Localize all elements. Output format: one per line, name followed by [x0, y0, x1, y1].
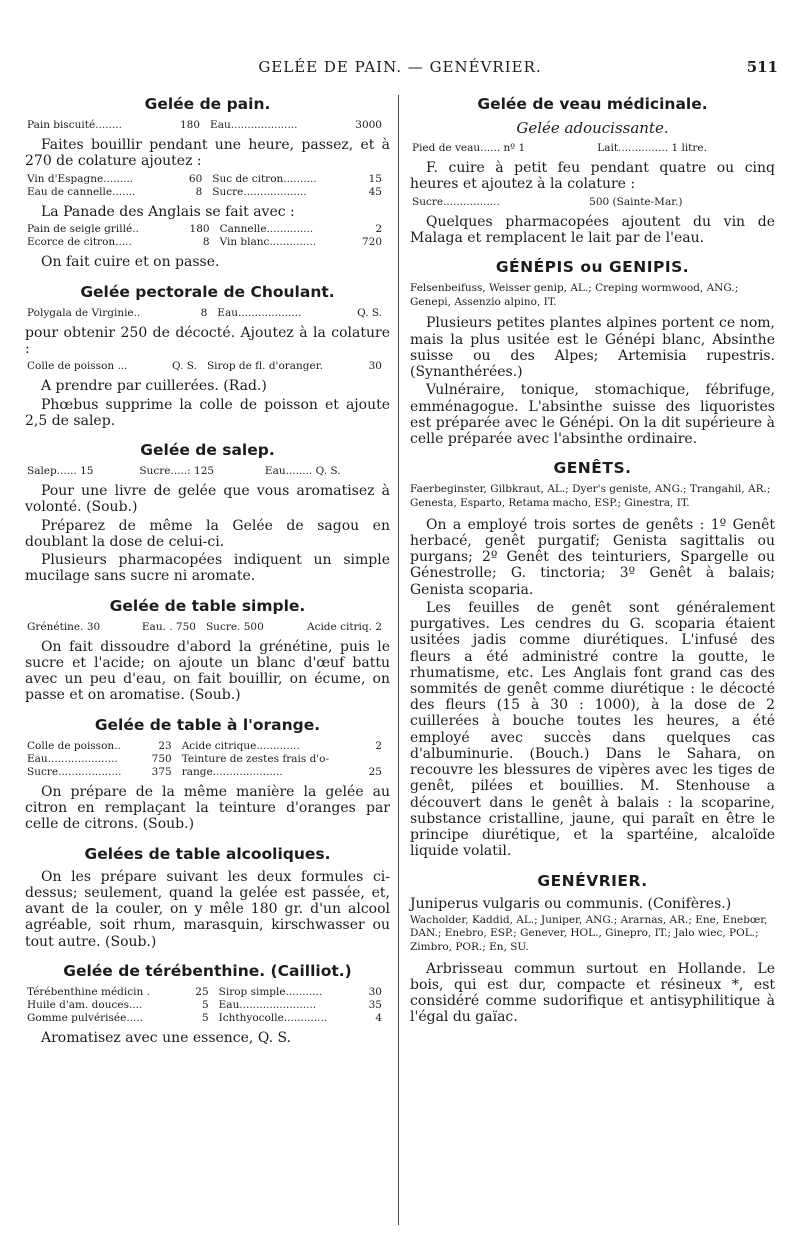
formula-ingredient: Sucre. 500 — [205, 620, 264, 633]
formula-table — [25, 223, 390, 249]
section-genevrier — [410, 872, 775, 1026]
formula-ingredient: Eau....................... — [218, 998, 317, 1011]
synonyms: Felsenbeifuss, Weisser genip, AL.; Creping wormwood, ANG.; Genepi, Assenzio alpino, IT. — [410, 282, 739, 308]
section-gelee-de-salep — [25, 441, 390, 585]
formula-ingredient: Pain biscuité........ — [27, 119, 122, 131]
section-title: Gelée de térébenthine. (Cailliot.) — [63, 961, 352, 980]
formula-row — [410, 196, 775, 209]
left-column — [25, 95, 390, 1058]
formula-table — [410, 142, 775, 155]
formula-row — [25, 223, 390, 236]
paragraph: Vulnéraire, tonique, stomachique, fébrifuge, emménagogue. L'absinthe suisse des liquoristes est préparée avec le Génépi. On la dit supérieure à celle préparée avec l'absinthe ordinaire. — [410, 382, 775, 448]
running-title: GELÉE DE PAIN. — GENÉVRIER. — [258, 58, 542, 76]
formula-ingredient: Eau.................... — [210, 119, 298, 131]
formula-ingredient: 500 (Sainte-Mar.) — [589, 195, 683, 208]
formula-row — [25, 360, 390, 373]
formula-quantity — [362, 753, 390, 766]
formula-quantity: Q. S. — [357, 306, 382, 319]
paragraph: Préparez de même la Gelée de sagou en doublant la dose de celui-ci. — [25, 517, 390, 550]
formula-quantity: 25 — [368, 765, 382, 778]
section-gelee-de-terebenthine — [25, 962, 390, 1047]
formula-table — [25, 465, 390, 478]
formula-row — [410, 142, 775, 155]
formula-quantity: 30 — [368, 985, 382, 998]
formula-quantity: Acide citriq. 2 — [306, 620, 382, 633]
formula-ingredient: Pied de veau...... nº 1 — [412, 142, 526, 154]
paragraph: On fait dissoudre d'abord la grénétine, puis le sucre et l'acide; on ajoute un blanc d'œuf battu avec un peu d'eau, on fait bouillir, on écume, on passe et on aromatise. (Soub.) — [25, 638, 390, 704]
formula-quantity: 2 — [375, 739, 382, 752]
paragraph: Juniperus vulgaris ou communis. (Conifères.) — [410, 895, 732, 912]
formula-quantity: 23 — [158, 739, 172, 752]
formula-ingredient: Cannelle.............. — [219, 223, 314, 236]
section-subtitle: Gelée adoucissante. — [516, 119, 669, 137]
formula-ingredient: Ichthyocolle............. — [218, 1012, 328, 1025]
formula-ingredient: Sucre................. — [412, 195, 500, 208]
paragraph: pour obtenir 250 de décocté. Ajoutez à la colature : — [25, 324, 390, 357]
paragraph: Quelques pharmacopées ajoutent du vin de Malaga et remplacent le lait par de l'eau. — [410, 213, 775, 246]
section-genepis — [410, 258, 775, 447]
formula-ingredient: Sirop de fl. d'oranger. — [206, 360, 323, 373]
formula-ingredient: Huile d'am. douces.... — [27, 998, 143, 1011]
running-header — [0, 58, 800, 82]
formula-ingredient: Eau de cannelle....... — [27, 185, 136, 198]
paragraph: Aromatisez avec une essence, Q. S. — [41, 1030, 292, 1047]
formula-ingredient: Gomme pulvérisée..... — [27, 1012, 144, 1025]
formula-quantity: 45 — [368, 185, 382, 198]
formula-quantity: 2 — [375, 223, 382, 236]
synonyms: Faerbeginster, Gilbkraut, AL.; Dyer's geniste, ANG.; Trangahil, AR.; Genesta, Esparto, Retama macho, ESP.; Ginestra, IT. — [410, 483, 771, 509]
formula-quantity: 25 — [195, 985, 209, 998]
right-column — [410, 95, 775, 1038]
formula-table — [25, 621, 390, 634]
paragraph: On a employé trois sortes de genêts : 1º Genêt herbacé, genêt purgatif; Genista sagittalis ou purgans; 2º Genêt des teinturiers, Spargelle ou Génestrolle; G. tinctoria; 3º Genêt à balais; Genista scoparia. — [410, 516, 775, 598]
formula-ingredient: Eau........ Q. S. — [264, 464, 341, 477]
formula-quantity: 4 — [375, 1012, 382, 1025]
section-title: Gelées de table alcooliques. — [84, 844, 331, 863]
section-title: Gelée de pain. — [144, 95, 271, 113]
paragraph: F. cuire à petit feu pendant quatre ou cinq heures et ajoutez à la colature : — [410, 160, 775, 193]
formula-ingredient: Grénétine. 30 — [27, 620, 101, 633]
formula-row — [25, 740, 390, 753]
formula-ingredient: Térébenthine médicin . — [27, 985, 150, 998]
formula-ingredient: Pain de seigle grillé.. — [27, 223, 139, 236]
section-title: GÉNÉPIS ou GENIPIS. — [495, 258, 690, 277]
formula-ingredient: Polygala de Virginie.. — [27, 306, 141, 319]
formula-quantity: 15 — [368, 172, 382, 185]
formula-row — [25, 766, 390, 779]
formula-row — [25, 986, 390, 999]
formula-table — [410, 196, 775, 209]
formula-quantity: 8 — [195, 185, 203, 198]
formula-table — [25, 173, 390, 199]
formula-quantity: 180 — [189, 223, 210, 236]
formula-quantity: Eau. . 750 — [141, 620, 196, 633]
formula-quantity: 5 — [201, 1012, 209, 1025]
formula-row — [25, 186, 390, 199]
paragraph: La Panade des Anglais se fait avec : — [41, 203, 295, 220]
paragraph: On les prépare suivant les deux formules ci-dessus; seulement, quand la gelée est passée, et, avant de la couler, on y mêle 180 gr. d'un alcool agréable, soit rhum, marasquin, kirschwasser ou tout autre. (Soub.) — [25, 868, 390, 950]
formula-row — [25, 1012, 390, 1025]
paragraph: Pour une livre de gelée que vous aromatisez à volonté. (Soub.) — [25, 483, 390, 516]
section-title: Gelée pectorale de Choulant. — [80, 282, 335, 301]
formula-ingredient: Teinture de zestes frais d'o- — [181, 752, 330, 765]
formula-quantity: 180 — [180, 119, 201, 131]
paragraph: A prendre par cuillerées. (Rad.) — [41, 378, 267, 395]
column-divider — [398, 95, 399, 1225]
formula-table — [25, 119, 390, 132]
formula-quantity: Q. S. — [172, 360, 197, 373]
section-gelee-de-veau — [410, 95, 775, 246]
formula-ingredient: Colle de poisson.. — [27, 739, 121, 752]
section-gelee-de-pain — [25, 95, 390, 271]
page-number: 511 — [746, 58, 778, 76]
formula-quantity: 30 — [368, 360, 382, 373]
section-title: Gelée de table simple. — [109, 596, 306, 615]
section-gelee-de-table-simple — [25, 597, 390, 704]
formula-quantity: 8 — [200, 306, 208, 319]
section-title: Gelée de table à l'orange. — [94, 715, 321, 734]
formula-ingredient: Lait............... 1 litre. — [597, 142, 707, 154]
paragraph: On prépare de la même manière la gelée au citron en remplaçant la teinture d'oranges par celle de citrons. (Soub.) — [25, 783, 390, 833]
section-title: Gelée de veau médicinale. — [477, 95, 708, 113]
formula-ingredient: Sucre................... — [27, 765, 122, 778]
formula-ingredient: Colle de poisson ... — [27, 360, 128, 373]
formula-ingredient: range..................... — [181, 765, 283, 778]
formula-ingredient: Sucre.....: 125 — [139, 464, 215, 477]
formula-table — [25, 740, 390, 779]
paragraph: On fait cuire et on passe. — [41, 254, 220, 271]
formula-quantity: 35 — [368, 998, 382, 1011]
formula-ingredient: Sirop simple........... — [218, 985, 323, 998]
synonyms: Wacholder, Kaddid, AL.; Juniper, ANG.; Ararnas, AR.; Ene, Enebœr, DAN.; Enebro, ESP.; Genever, HOL., Ginepro, IT.; Jalo wiec, POL.; Zimbro, POR.; En, SU. — [410, 913, 768, 954]
formula-quantity: 750 — [151, 752, 172, 765]
formula-quantity: 3000 — [355, 119, 382, 131]
formula-ingredient: Salep...... 15 — [27, 464, 94, 477]
paragraph: Plusieurs petites plantes alpines portent ce nom, mais la plus usitée est le Génépi blanc, Absinthe suisse ou des Alpes; Artemisia rupestris. (Synanthérées.) — [410, 315, 775, 381]
section-title: GENÊTS. — [553, 459, 632, 478]
formula-quantity: 8 — [202, 236, 210, 249]
formula-row — [25, 621, 390, 634]
section-gelee-pectorale — [25, 283, 390, 429]
paragraph: Phœbus supprime la colle de poisson et ajoute 2,5 de salep. — [25, 396, 390, 429]
formula-ingredient: Suc de citron.......... — [212, 172, 317, 185]
formula-row — [25, 753, 390, 766]
paragraph: Faites bouillir pendant une heure, passez, et à 270 de colature ajoutez : — [25, 137, 390, 170]
section-genets — [410, 459, 775, 859]
formula-quantity: 60 — [188, 172, 203, 185]
section-gelee-a-l-orange — [25, 716, 390, 833]
formula-row — [25, 307, 390, 320]
formula-ingredient: Eau..................... — [27, 752, 118, 765]
formula-quantity: 720 — [361, 236, 382, 249]
paragraph: Arbrisseau commun surtout en Hollande. Le bois, qui est dur, compacte et résineux *, est considéré comme sudorifique et antisyphilitique à l'égal du gaïac. — [410, 960, 775, 1026]
formula-quantity: 5 — [201, 998, 209, 1011]
formula-table — [25, 307, 390, 320]
formula-row — [25, 119, 390, 132]
formula-row — [25, 236, 390, 249]
section-title: GENÉVRIER. — [537, 871, 648, 890]
formula-ingredient: Ecorce de citron..... — [27, 236, 132, 249]
formula-quantity: 375 — [151, 765, 172, 778]
section-gelees-alcooliques — [25, 845, 390, 950]
formula-ingredient: Acide citrique............. — [181, 739, 300, 752]
formula-ingredient: Eau................... — [217, 306, 302, 319]
formula-row — [25, 173, 390, 186]
paragraph: Les feuilles de genêt sont généralement purgatives. Les cendres du G. scoparia étaient usitées jadis comme diurétiques. L'infusé des fleurs a été administré contre la goutte, le rhumatisme, etc. Les Anglais font grand cas des sommités de genêt comme diurétique : le décocté des fleurs (15 à 30 : 1000), à la dose de 2 cuillerées à bouche toutes les heures, a été employé avec succès dans quelques cas d'albuminurie. (Bouch.) Dans le Sahara, on recouvre les blessures de vipères avec les tiges de genêt, pilées et bouillies. M. Stenhouse a découvert dans le genêt à balais : la scoparine, substance cristalline, jaune, qui paraît en être le principe diurétique, et la spartéine, alcaloïde liquide volatil. — [410, 599, 775, 860]
formula-row — [25, 999, 390, 1012]
formula-table — [25, 360, 390, 373]
formula-ingredient: Vin d'Espagne......... — [27, 172, 134, 185]
formula-table — [25, 986, 390, 1025]
section-title: Gelée de salep. — [140, 440, 275, 459]
formula-ingredient: Sucre................... — [212, 185, 307, 198]
formula-ingredient: Vin blanc.............. — [219, 236, 317, 249]
formula-row — [25, 465, 390, 478]
paragraph: Plusieurs pharmacopées indiquent un simple mucilage sans sucre ni aromate. — [25, 552, 390, 585]
